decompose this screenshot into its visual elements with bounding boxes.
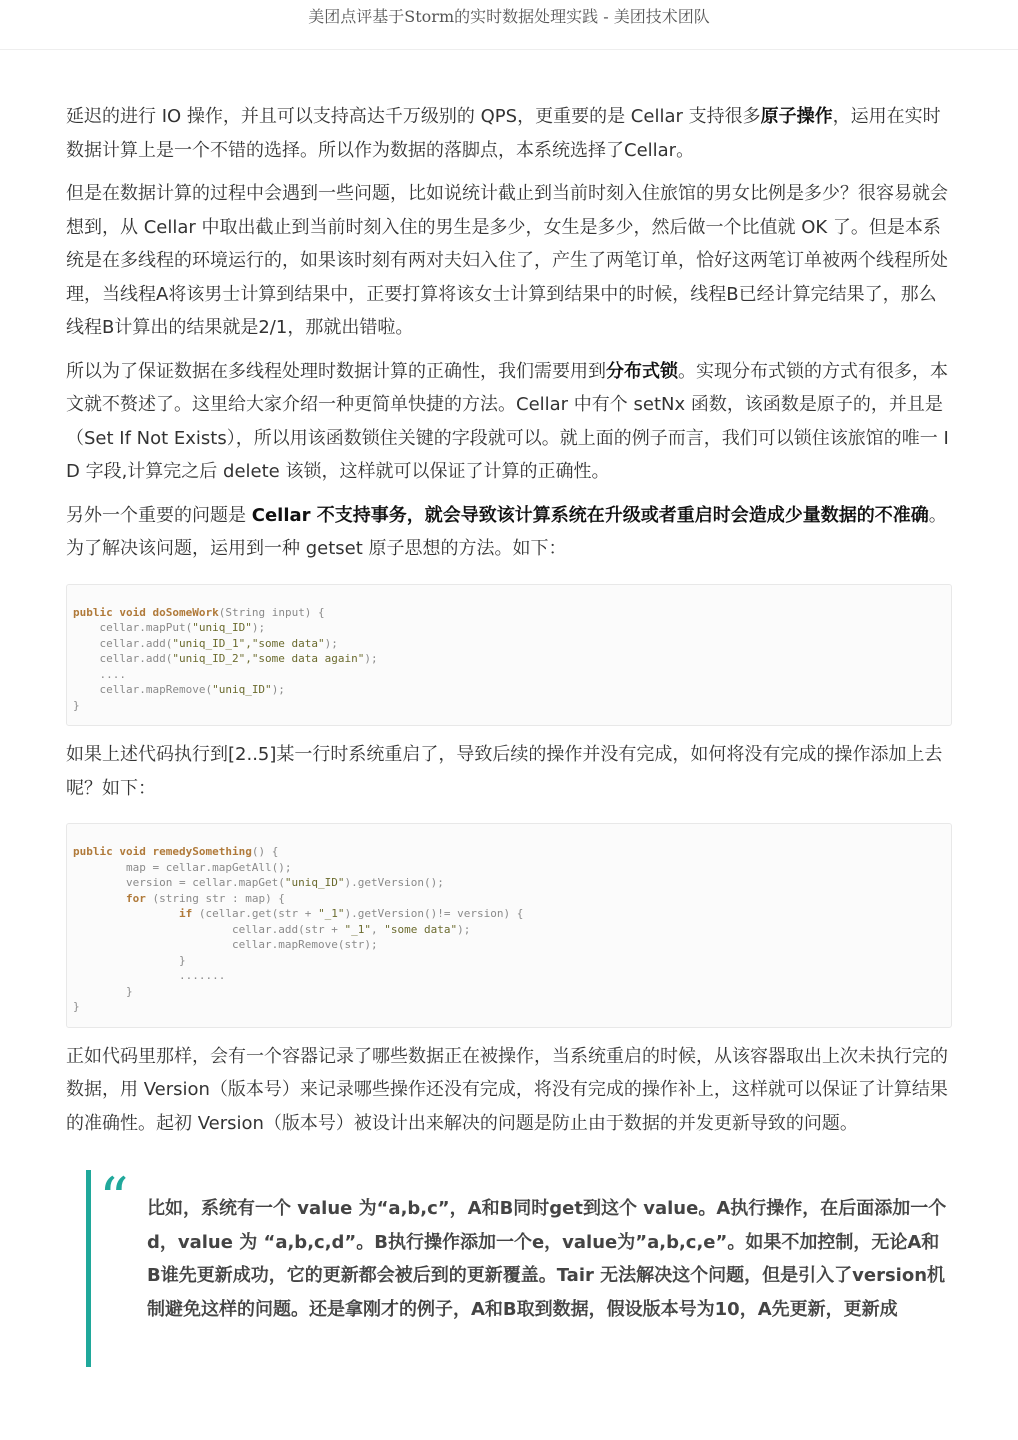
code-token: cellar.add(str + bbox=[73, 922, 345, 936]
code-token: version = cellar.mapGet( bbox=[73, 876, 285, 889]
code-token: cellar.mapRemove( bbox=[73, 683, 213, 696]
code-token: ); bbox=[457, 922, 471, 936]
code-token bbox=[73, 892, 126, 905]
code-token: remedySomething bbox=[152, 845, 252, 858]
code-token: ); bbox=[271, 683, 285, 696]
page-title: 美团点评基于Storm的实时数据处理实践 - 美团技术团队 bbox=[308, 7, 710, 26]
code-token: "some data" bbox=[384, 922, 458, 936]
code-token: ....... bbox=[73, 969, 226, 982]
code-token: doSomeWork bbox=[152, 605, 219, 619]
text-span: 所以为了保证数据在多线程处理时数据计算的正确性，我们需要用到 bbox=[66, 360, 606, 382]
code-block-remedy-something bbox=[66, 823, 952, 1028]
bold-no-transaction: Cellar 不支持事务，就会导致该计算系统在升级或者重启时会造成少量数据的不准确 bbox=[251, 504, 929, 526]
code-token bbox=[73, 907, 179, 920]
code-token: "uniq_ID" bbox=[212, 683, 272, 696]
paragraph-cellar-intro bbox=[66, 100, 952, 167]
quote-mark-icon: “ bbox=[99, 1165, 129, 1233]
code-token: if bbox=[178, 907, 193, 920]
code-token: for bbox=[125, 891, 146, 905]
code-token: cellar.mapPut( bbox=[73, 621, 193, 634]
code-token: () { bbox=[251, 845, 279, 858]
code-token: (cellar.get(str + bbox=[192, 907, 319, 920]
code-token: ).getVersion()!= version) { bbox=[344, 907, 524, 920]
code-token: ).getVersion(); bbox=[344, 876, 444, 889]
code-token: "_1" bbox=[344, 922, 372, 936]
code-token: public void bbox=[73, 605, 153, 619]
code-token: } bbox=[73, 953, 186, 967]
code-token: cellar.mapRemove(str); bbox=[73, 938, 378, 951]
paragraph-problem: 但是在数据计算的过程中会遇到一些问题，比如说统计截止到当前时刻入住旅馆的男女比例是多少？很容易就会想到，从 Cellar 中取出截止到当前时刻入住的男生是多少，女生是多少，然后做一个比值就 OK 了。但是本系统是在多线程的环境运行的，如果该时刻有两对夫妇入住了，产生了两笔订单，恰好这两笔订单被两个线程所处理，当线程A将该男士计算到结果中，正要打算将该女士计算到结果中的时候，线程B已经计算完结果了，那么线程B计算出的结果就是2/1，那就出错啦。 bbox=[66, 183, 948, 338]
bold-atomic-ops: 原子操作 bbox=[760, 106, 833, 127]
code-token: ); bbox=[251, 621, 266, 634]
code-block-do-some-work bbox=[66, 584, 952, 727]
text-span: 。实现分布式锁的方式有很多，本文就不赘述了。这里给大家介绍一种更简单快捷的方法。Cellar 中有个 setNx 函数，该函数是原子的，并且是（Set If Not Exists），所以用该函数锁住关键的字段就可以。就上面的例子而言，我们可以锁住该旅馆的唯一 ID 字段,计算完之后 delete 该锁，这样就可以保证了计算的正确性。 bbox=[66, 360, 949, 482]
text-span: 延迟的进行 IO 操作，并且可以支持高达千万级别的 QPS，更重要的是 Cellar 支持很多 bbox=[66, 106, 761, 127]
code-token: map = cellar.mapGetAll(); bbox=[73, 860, 292, 874]
code-token: cellar.add( bbox=[73, 636, 173, 650]
code-token: "uniq_ID" bbox=[192, 621, 252, 634]
code-token: .... bbox=[73, 667, 126, 681]
code-token: ); bbox=[364, 652, 378, 665]
article-body bbox=[66, 100, 952, 1367]
text-span: 另外一个重要的问题是 bbox=[66, 504, 252, 526]
code-token: ); bbox=[324, 636, 338, 650]
paragraph-transaction bbox=[66, 499, 952, 566]
bold-distributed-lock: 分布式锁 bbox=[606, 360, 678, 382]
code-token: public void bbox=[73, 845, 153, 858]
page-header bbox=[0, 0, 1018, 50]
code-token: "_1" bbox=[318, 907, 345, 920]
code-token: "uniq_ID" bbox=[284, 876, 345, 889]
code-token: (string str : map) { bbox=[145, 891, 285, 905]
code-token: cellar.add( bbox=[73, 652, 173, 665]
blockquote-text: 比如，系统有一个 value 为“a,b,c”，A和B同时get到这个 value。A执行操作，在后面添加一个d，value 为 “a,b,c,d”。B执行操作添加一个e，value为”a,b,c,e”。如果不加控制，无论A和B谁先更新成功，它的更新都会被后到的更新覆盖。Tair 无法解决这个问题，但是引入了version机制避免这样的问题。还是拿刚才的例子，A和B取到数据，假设版本号为10，A先更新，更新成 bbox=[147, 1198, 947, 1320]
blockquote bbox=[86, 1165, 952, 1367]
code-token: "uniq_ID_2","some data again" bbox=[172, 652, 365, 665]
code-token: "uniq_ID_1","some data" bbox=[172, 636, 325, 650]
code-token: } bbox=[73, 698, 80, 712]
code-token: (String input) { bbox=[218, 605, 325, 619]
text-span: 。为了解决该问题，运用到一种 getset 原子思想的方法。如下： bbox=[66, 504, 947, 559]
code-token: } bbox=[73, 984, 133, 998]
code-token: , bbox=[371, 922, 385, 936]
paragraph-version: 正如代码里那样，会有一个容器记录了哪些数据正在被操作，当系统重启的时候，从该容器取出上次未执行完的数据，用 Version（版本号）来记录哪些操作还没有完成，将没有完成的操作补上，这样就可以保证了计算结果的准确性。起初 Version（版本号）被设计出来解决的问题是防止由于数据的并发更新导致的问题。 bbox=[66, 1045, 948, 1134]
paragraph-distributed-lock bbox=[66, 355, 952, 489]
code-token: } bbox=[73, 1000, 80, 1013]
paragraph-restart-question: 如果上述代码执行到[2..5]某一行时系统重启了，导致后续的操作并没有完成，如何将没有完成的操作添加上去呢？如下： bbox=[66, 744, 943, 799]
text-span: ，运用在实时数据计算上是一个不错的选择。所以作为数据的落脚点，本系统选择了Cellar。 bbox=[66, 106, 941, 161]
